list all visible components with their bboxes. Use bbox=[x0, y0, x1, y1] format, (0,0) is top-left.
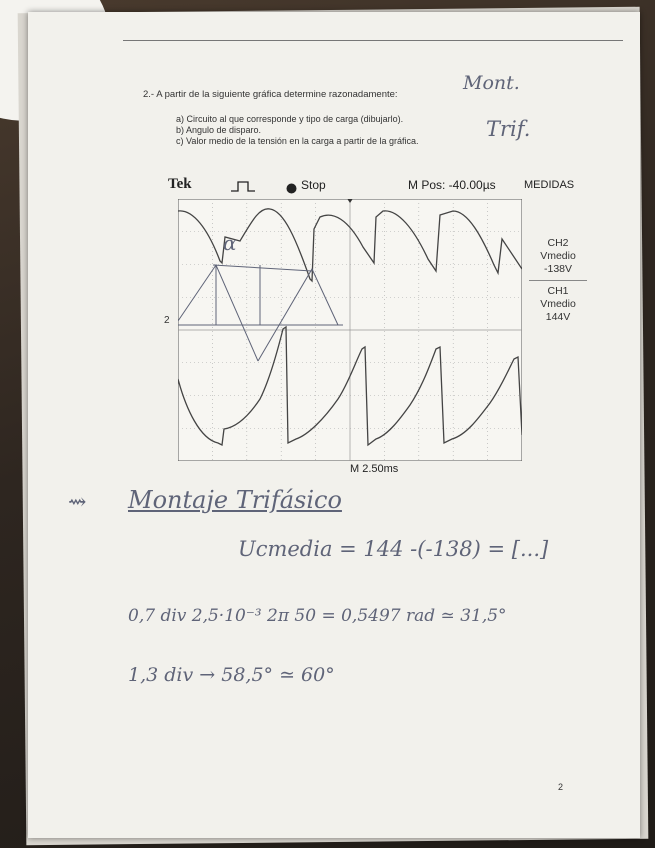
channel-marker bbox=[164, 315, 170, 326]
exam-sheet bbox=[28, 12, 640, 838]
page-number: 2 bbox=[558, 782, 564, 792]
horizontal-position: M Pos: -40.00µs bbox=[408, 178, 496, 192]
menu-title: MEDIDAS bbox=[524, 179, 575, 191]
run-state: Stop bbox=[301, 178, 326, 192]
measure-panel bbox=[523, 199, 593, 349]
top-rule bbox=[123, 40, 623, 41]
measure-separator bbox=[529, 280, 587, 281]
question-item-a: a) Circuito al que corresponde y tipo de carga (dibujarlo). bbox=[176, 114, 404, 124]
solution-title: Montaje Trifásico bbox=[128, 486, 342, 514]
solution-angle-calc: 0,7 div 2,5·10⁻³ 2π 50 = 0,5497 rad ≃ 31,5° bbox=[128, 606, 507, 626]
scope-header bbox=[168, 175, 593, 199]
timebase: M 2.50ms bbox=[350, 463, 399, 475]
ch2-measure: Vmedio bbox=[540, 250, 576, 262]
scope-brand: Tek bbox=[168, 176, 192, 192]
alpha-annotation: α bbox=[223, 231, 237, 255]
ch1-measure: Vmedio bbox=[540, 298, 576, 310]
ch1-value: 144V bbox=[545, 311, 571, 323]
question-item-c: c) Valor medio de la tensión en la carga a partir de la gráfica. bbox=[176, 136, 419, 146]
channel-marker-label: 2 bbox=[164, 315, 170, 326]
solution-mean-voltage: Ucmedia = 144 -(-138) = [...] bbox=[238, 537, 549, 561]
ch2-label: CH2 bbox=[547, 237, 569, 249]
oscilloscope-capture bbox=[164, 175, 593, 485]
solution-angle-result: 1,3 div → 58,5° ≃ 60° bbox=[128, 664, 335, 686]
question-item-b: b) Angulo de disparo. bbox=[176, 125, 262, 135]
solution-arrow-icon: ⇝ bbox=[68, 490, 87, 515]
ch1-label: CH1 bbox=[547, 285, 569, 297]
question-heading: 2.- A partir de la siguiente gráfica determine razonadamente: bbox=[143, 89, 398, 100]
ch2-value: -138V bbox=[543, 263, 573, 275]
stop-dot-icon bbox=[286, 181, 297, 199]
trigger-icon bbox=[230, 179, 256, 198]
margin-note-2: Trif. bbox=[486, 117, 531, 141]
margin-note-1: Mont. bbox=[463, 72, 520, 94]
